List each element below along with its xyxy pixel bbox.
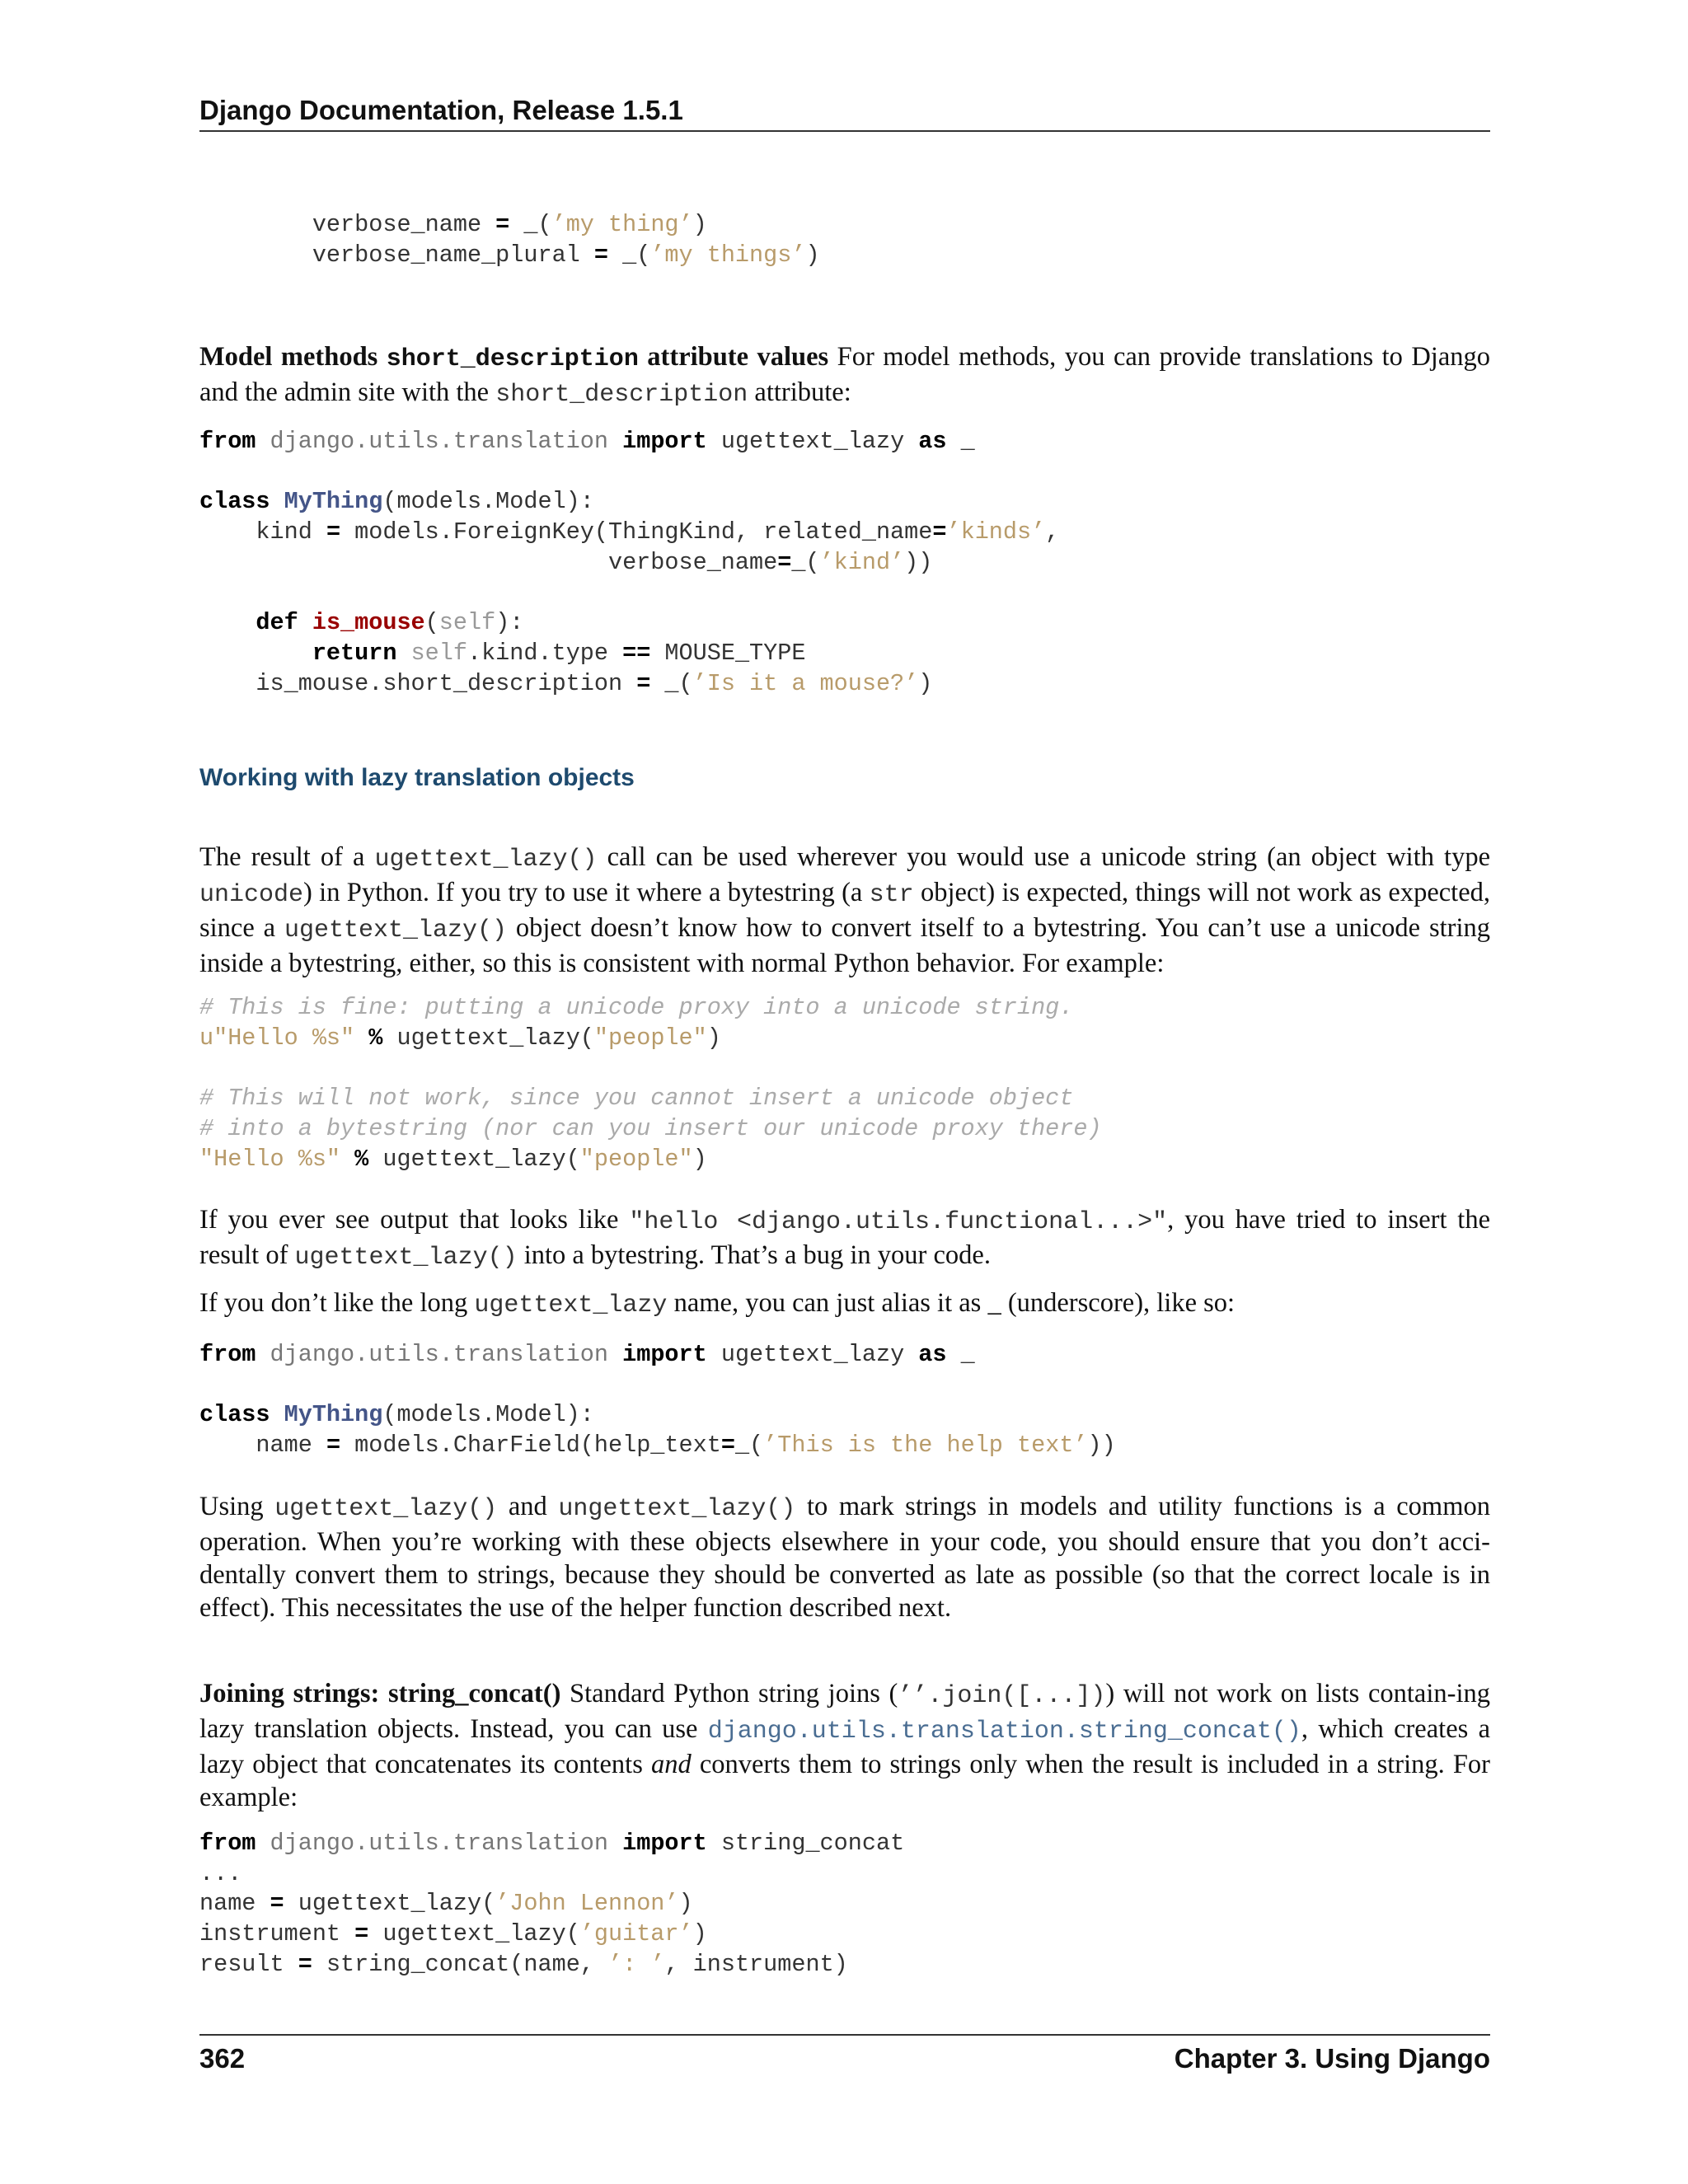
paragraph-text: converts them to strings only when the result is included in a string. For example:: [199, 1750, 1491, 1812]
code-block-is-mouse: [199, 427, 1059, 699]
paragraph-text: The result of a: [199, 842, 375, 872]
inline-code: str: [869, 881, 914, 909]
code-operator: =: [326, 1432, 341, 1460]
keyword: import: [622, 1830, 707, 1857]
code-text: verbose_name_plural: [199, 241, 594, 269]
code-string: "people": [579, 1145, 693, 1173]
paragraph-lazy-result: [199, 841, 1490, 980]
module-name: django.utils.translation: [256, 1341, 623, 1368]
code-text: (models.Model):: [382, 488, 594, 516]
code-comment: # This is fine: putting a unicode proxy into a unicode string.: [199, 994, 1074, 1021]
page-number: 362: [199, 2043, 246, 2074]
inline-code: ugettext_lazy(): [374, 846, 598, 874]
code-string: ’kinds’: [946, 518, 1046, 546]
paragraph-text: If you ever see output that looks like: [199, 1205, 630, 1235]
code-text: ): [692, 211, 707, 238]
paragraph-heading: Model methods: [199, 342, 387, 372]
code-text: is_mouse.short_description: [199, 669, 637, 697]
paragraph-text: If you don’t like the long: [199, 1288, 475, 1318]
code-text: _: [946, 428, 975, 455]
code-text: _(: [791, 548, 820, 576]
code-text: (models.Model):: [382, 1401, 594, 1429]
function-name: is_mouse: [298, 609, 425, 637]
inline-code: short_description: [386, 345, 639, 373]
code-text: (: [424, 609, 439, 637]
inline-code: ugettext_lazy(): [284, 916, 508, 944]
code-text: ugettext_lazy: [706, 1341, 919, 1368]
inline-code: ugettext_lazy: [474, 1291, 668, 1319]
code-text: ):: [495, 609, 524, 637]
code-text: ugettext_lazy: [706, 428, 919, 455]
chapter-title: Chapter 3. Using Django: [1174, 2043, 1490, 2074]
code-text: _: [946, 1341, 975, 1368]
code-operator: =: [777, 548, 792, 576]
code-operator: %: [340, 1145, 369, 1173]
code-text: string_concat(name,: [312, 1950, 609, 1978]
code-text: _(: [509, 211, 552, 238]
paragraph-model-methods: [199, 340, 1490, 411]
paragraph-heading: attribute values: [638, 342, 829, 372]
code-comment: # This will not work, since you cannot insert a unicode object: [199, 1085, 1074, 1113]
paragraph-text: object) is expected, things will not work as expected, since a: [199, 878, 1490, 943]
code-operator: %: [354, 1024, 383, 1052]
code-string: ’This is the help text’: [763, 1432, 1088, 1460]
code-text: ,: [1045, 518, 1060, 546]
paragraph-heading: Joining strings: string_concat(): [199, 1679, 561, 1708]
keyword: def: [199, 609, 298, 637]
emphasis-text: and: [650, 1750, 692, 1779]
paragraph-output-warning: [199, 1203, 1490, 1274]
code-text: )): [904, 548, 933, 576]
code-text: result: [199, 1950, 298, 1978]
code-block-verbose-name: [199, 210, 820, 270]
code-text: verbose_name: [199, 548, 778, 576]
code-text: ugettext_lazy(: [284, 1890, 496, 1918]
code-text: ): [678, 1890, 693, 1918]
module-name: django.utils.translation: [256, 428, 623, 455]
code-text: )): [1087, 1432, 1116, 1460]
code-text: models.CharField(help_text: [340, 1432, 721, 1460]
code-text: .kind.type: [467, 639, 623, 667]
code-string: "people": [593, 1024, 707, 1052]
code-operator: =: [593, 241, 608, 269]
running-header: Django Documentation, Release 1.5.1: [199, 92, 1490, 132]
paragraph-text: call can be used wherever you would use a unicode string (an object with type: [597, 842, 1490, 872]
code-block-string-concat: [199, 1829, 904, 1980]
code-operator: =: [720, 1432, 735, 1460]
keyword: return: [199, 639, 397, 667]
code-operator: =: [298, 1950, 312, 1978]
code-text: _(: [608, 241, 651, 269]
code-text: , instrument): [664, 1950, 848, 1978]
code-text: ): [918, 669, 933, 697]
code-string: ’Is it a mouse?’: [692, 669, 919, 697]
keyword: as: [918, 428, 947, 455]
paragraph-text: and: [497, 1492, 559, 1521]
code-text: ugettext_lazy(: [368, 1145, 580, 1173]
code-string: ’my thing’: [551, 211, 693, 238]
code-text: kind: [199, 518, 326, 546]
code-operator: =: [495, 211, 510, 238]
inline-code: ugettext_lazy(): [294, 1244, 518, 1272]
code-operator: ==: [622, 639, 651, 667]
code-block-alias: [199, 1340, 1116, 1461]
code-text: _(: [650, 669, 693, 697]
code-text: ugettext_lazy(: [382, 1024, 594, 1052]
class-name: MyThing: [270, 488, 383, 516]
paragraph-text: Standard Python string joins (: [560, 1679, 898, 1708]
code-string: u"Hello %s": [199, 1024, 355, 1052]
keyword: from: [199, 428, 256, 455]
builtin-self: self: [438, 609, 496, 637]
paragraph-text: ) will not work on lists contain-ing lazy translation objects. Instead, you can use: [199, 1679, 1490, 1744]
paragraph-text: object doesn’t know how to convert itself to a bytestring. You can’t use a unicode string inside a bytestring, either, so this is consistent with normal Python behavior. For example:: [199, 913, 1490, 978]
paragraph-text: ) in Python. If you try to use it where a bytestring (a: [303, 878, 870, 907]
code-text: ): [805, 241, 820, 269]
paragraph-text: name, you can just alias it as _ (underscore), like so:: [667, 1288, 1236, 1318]
code-text: ugettext_lazy(: [368, 1920, 580, 1948]
code-text: MOUSE_TYPE: [650, 639, 806, 667]
code-operator: =: [270, 1890, 284, 1918]
paragraph-text: , you have tried to insert the result of: [199, 1205, 1490, 1270]
keyword: from: [199, 1341, 256, 1368]
keyword: import: [622, 428, 707, 455]
paragraph-text: into a bytestring. That’s a bug in your code.: [517, 1240, 991, 1270]
paragraph-text: Using: [199, 1492, 275, 1521]
code-string: ’my things’: [650, 241, 806, 269]
code-text: verbose_name: [199, 211, 496, 238]
code-string: ’kind’: [819, 548, 905, 576]
string-concat-link[interactable]: django.utils.translation.string_concat(): [707, 1718, 1301, 1746]
keyword: class: [199, 488, 270, 516]
running-footer: [199, 2034, 1490, 2077]
code-text: name: [199, 1890, 270, 1918]
code-operator: =: [326, 518, 341, 546]
code-operator: =: [932, 518, 947, 546]
code-operator: =: [354, 1920, 369, 1948]
code-text: ): [706, 1024, 721, 1052]
builtin-self: self: [396, 639, 467, 667]
section-heading: Working with lazy translation objects: [199, 764, 635, 791]
keyword: as: [918, 1341, 947, 1368]
code-string: "Hello %s": [199, 1145, 341, 1173]
inline-code: "hello <django.utils.functional...>": [629, 1208, 1168, 1236]
code-text: ...: [199, 1859, 242, 1887]
code-text: ): [692, 1920, 707, 1948]
paragraph-text: to mark strings in models and utility functions is a common operation. When you’re working with these objects elsewhere in your code, you should ensure that you don’t acci-dentally convert them to strings, because they should be converted as late as possible (so that the correct locale is in effect). This necessitates the use of the helper function described next.: [199, 1492, 1490, 1623]
class-name: MyThing: [270, 1401, 383, 1429]
keyword: class: [199, 1401, 270, 1429]
paragraph-string-concat: [199, 1677, 1490, 1814]
inline-code: ungettext_lazy(): [558, 1495, 796, 1523]
paragraph-alias: [199, 1286, 1490, 1322]
code-text: ): [692, 1145, 707, 1173]
inline-code: ’’.join([...]): [898, 1682, 1106, 1710]
code-string: ’guitar’: [579, 1920, 693, 1948]
keyword: import: [622, 1341, 707, 1368]
code-text: models.ForeignKey(ThingKind, related_name: [340, 518, 933, 546]
code-text: name: [199, 1432, 326, 1460]
paragraph-text: , which creates a lazy object that concatenates its contents: [199, 1714, 1490, 1779]
code-string: ’John Lennon’: [495, 1890, 679, 1918]
inline-code: unicode: [199, 881, 304, 909]
keyword: from: [199, 1830, 256, 1857]
code-operator: =: [636, 669, 651, 697]
code-comment: # into a bytestring (nor can you insert our unicode proxy there): [199, 1114, 1102, 1142]
paragraph-text: attribute:: [748, 377, 851, 407]
code-text: instrument: [199, 1920, 355, 1948]
code-text: _(: [734, 1432, 764, 1460]
code-text: string_concat: [706, 1830, 905, 1857]
inline-code: ugettext_lazy(): [274, 1495, 498, 1523]
paragraph-using-lazy: [199, 1490, 1490, 1624]
paragraph-text: For model methods, you can provide translations to Django and the admin site with the: [199, 342, 1490, 407]
inline-code: short_description: [495, 381, 748, 409]
code-block-unicode-proxy: [199, 993, 1102, 1174]
code-string: ’: ’: [608, 1950, 665, 1978]
module-name: django.utils.translation: [256, 1830, 623, 1857]
